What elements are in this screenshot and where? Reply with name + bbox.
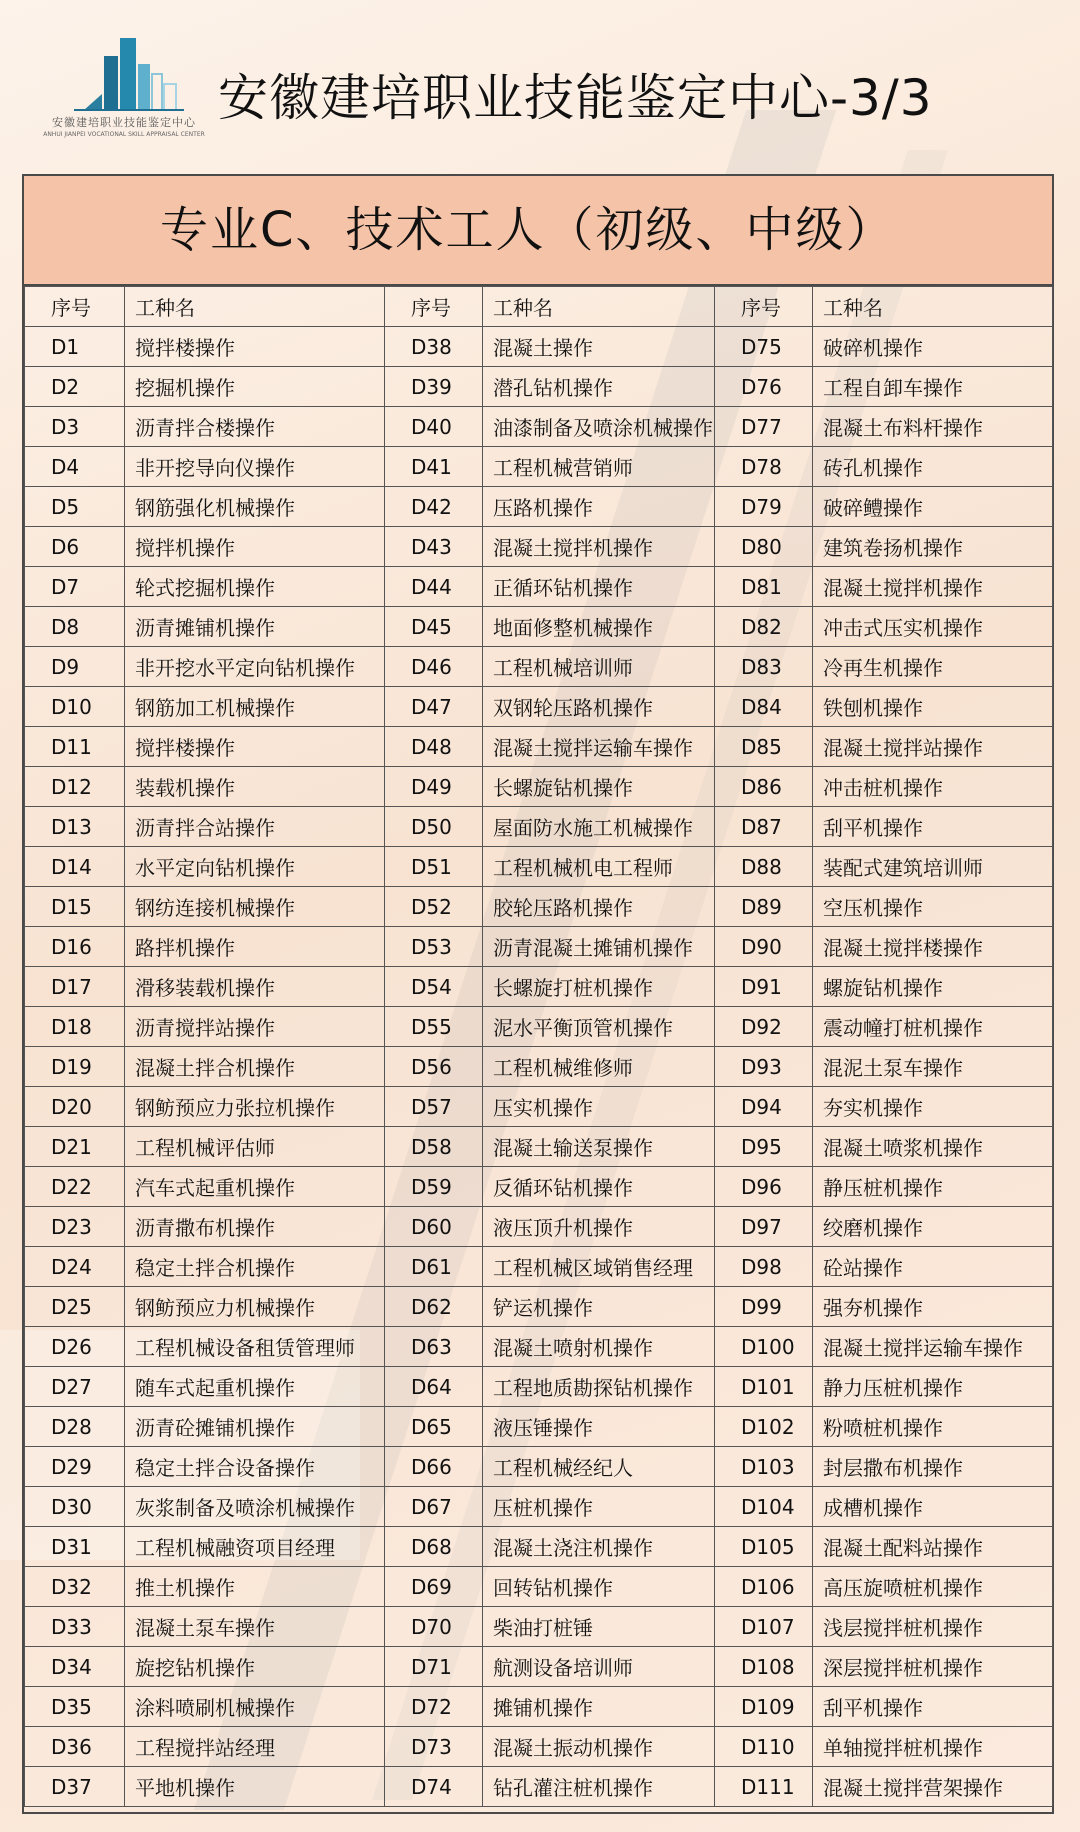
cell-code: D10 bbox=[25, 687, 125, 727]
cell-occupation: 潜孔钻机操作 bbox=[483, 367, 715, 407]
cell-occupation: 钢鲂预应力机械操作 bbox=[125, 1287, 385, 1327]
cell-occupation: 沥青拌合站操作 bbox=[125, 807, 385, 847]
cell-occupation: 沥青摊铺机操作 bbox=[125, 607, 385, 647]
cell-code: D76 bbox=[715, 367, 813, 407]
table-row bbox=[25, 1447, 1053, 1487]
cell-occupation: 正循环钻机操作 bbox=[483, 567, 715, 607]
cell-occupation: 混凝土配料站操作 bbox=[813, 1527, 1053, 1567]
cell-occupation: 柴油打桩锤 bbox=[483, 1607, 715, 1647]
cell-occupation: 工程机械融资项目经理 bbox=[125, 1527, 385, 1567]
table-row bbox=[25, 927, 1053, 967]
cell-code: D105 bbox=[715, 1527, 813, 1567]
cell-code: D30 bbox=[25, 1487, 125, 1527]
cell-occupation: 压桩机操作 bbox=[483, 1487, 715, 1527]
cell-occupation: 铁刨机操作 bbox=[813, 687, 1053, 727]
cell-code: D39 bbox=[385, 367, 483, 407]
cell-code: D27 bbox=[25, 1367, 125, 1407]
cell-code: D50 bbox=[385, 807, 483, 847]
cell-occupation: 压路机操作 bbox=[483, 487, 715, 527]
cell-code: D88 bbox=[715, 847, 813, 887]
cell-code: D63 bbox=[385, 1327, 483, 1367]
cell-code: D18 bbox=[25, 1007, 125, 1047]
column-header-name: 工种名 bbox=[483, 287, 715, 327]
table-row bbox=[25, 407, 1053, 447]
cell-code: D89 bbox=[715, 887, 813, 927]
cell-occupation: 混凝土布料杆操作 bbox=[813, 407, 1053, 447]
cell-code: D67 bbox=[385, 1487, 483, 1527]
cell-code: D106 bbox=[715, 1567, 813, 1607]
cell-code: D51 bbox=[385, 847, 483, 887]
cell-code: D99 bbox=[715, 1287, 813, 1327]
cell-code: D17 bbox=[25, 967, 125, 1007]
cell-occupation: 地面修整机械操作 bbox=[483, 607, 715, 647]
cell-code: D85 bbox=[715, 727, 813, 767]
cell-code: D60 bbox=[385, 1207, 483, 1247]
cell-occupation: 刮平机操作 bbox=[813, 807, 1053, 847]
cell-occupation: 混凝土拌合机操作 bbox=[125, 1047, 385, 1087]
page-title: 安徽建培职业技能鉴定中心-3/3 bbox=[218, 69, 933, 127]
cell-code: D45 bbox=[385, 607, 483, 647]
cell-code: D5 bbox=[25, 487, 125, 527]
cell-occupation: 非开挖导向仪操作 bbox=[125, 447, 385, 487]
cell-occupation: 粉喷桩机操作 bbox=[813, 1407, 1053, 1447]
cell-code: D15 bbox=[25, 887, 125, 927]
cell-code: D33 bbox=[25, 1607, 125, 1647]
table-row bbox=[25, 1127, 1053, 1167]
cell-code: D81 bbox=[715, 567, 813, 607]
table-row bbox=[25, 887, 1053, 927]
table-row bbox=[25, 447, 1053, 487]
cell-occupation: 铲运机操作 bbox=[483, 1287, 715, 1327]
cell-code: D94 bbox=[715, 1087, 813, 1127]
cell-occupation: 挖掘机操作 bbox=[125, 367, 385, 407]
cell-occupation: 绞磨机操作 bbox=[813, 1207, 1053, 1247]
cell-occupation: 沥青砼摊铺机操作 bbox=[125, 1407, 385, 1447]
cell-occupation: 工程搅拌站经理 bbox=[125, 1727, 385, 1767]
table-row bbox=[25, 1327, 1053, 1367]
page-header bbox=[0, 0, 1080, 160]
cell-code: D103 bbox=[715, 1447, 813, 1487]
cell-occupation: 破碎机操作 bbox=[813, 327, 1053, 367]
cell-occupation: 工程机械机电工程师 bbox=[483, 847, 715, 887]
cell-code: D9 bbox=[25, 647, 125, 687]
cell-code: D6 bbox=[25, 527, 125, 567]
cell-occupation: 水平定向钻机操作 bbox=[125, 847, 385, 887]
cell-code: D78 bbox=[715, 447, 813, 487]
table-row bbox=[25, 527, 1053, 567]
cell-occupation: 汽车式起重机操作 bbox=[125, 1167, 385, 1207]
table-row bbox=[25, 1687, 1053, 1727]
cell-code: D65 bbox=[385, 1407, 483, 1447]
cell-occupation: 混凝土搅拌楼操作 bbox=[813, 927, 1053, 967]
cell-occupation: 高压旋喷桩机操作 bbox=[813, 1567, 1053, 1607]
cell-code: D61 bbox=[385, 1247, 483, 1287]
cell-occupation: 泥水平衡顶管机操作 bbox=[483, 1007, 715, 1047]
cell-occupation: 沥青混凝土摊铺机操作 bbox=[483, 927, 715, 967]
cell-code: D44 bbox=[385, 567, 483, 607]
cell-code: D1 bbox=[25, 327, 125, 367]
cell-occupation: 钢鲂预应力张拉机操作 bbox=[125, 1087, 385, 1127]
cell-occupation: 摊铺机操作 bbox=[483, 1687, 715, 1727]
cell-occupation: 非开挖水平定向钻机操作 bbox=[125, 647, 385, 687]
table-row bbox=[25, 647, 1053, 687]
cell-occupation: 混凝土操作 bbox=[483, 327, 715, 367]
cell-code: D4 bbox=[25, 447, 125, 487]
cell-code: D100 bbox=[715, 1327, 813, 1367]
cell-code: D98 bbox=[715, 1247, 813, 1287]
table-row bbox=[25, 367, 1053, 407]
cell-occupation: 双钢轮压路机操作 bbox=[483, 687, 715, 727]
table-row bbox=[25, 1607, 1053, 1647]
cell-occupation: 长螺旋钻机操作 bbox=[483, 767, 715, 807]
cell-code: D86 bbox=[715, 767, 813, 807]
cell-occupation: 空压机操作 bbox=[813, 887, 1053, 927]
table-row bbox=[25, 1567, 1053, 1607]
cell-code: D90 bbox=[715, 927, 813, 967]
cell-code: D91 bbox=[715, 967, 813, 1007]
column-header-name: 工种名 bbox=[125, 287, 385, 327]
cell-occupation: 工程自卸车操作 bbox=[813, 367, 1053, 407]
cell-occupation: 静压桩机操作 bbox=[813, 1167, 1053, 1207]
cell-occupation: 工程机械维修师 bbox=[483, 1047, 715, 1087]
table-row bbox=[25, 1087, 1053, 1127]
cell-code: D68 bbox=[385, 1527, 483, 1567]
cell-code: D109 bbox=[715, 1687, 813, 1727]
cell-code: D110 bbox=[715, 1727, 813, 1767]
cell-code: D108 bbox=[715, 1647, 813, 1687]
cell-code: D46 bbox=[385, 647, 483, 687]
table-row bbox=[25, 1527, 1053, 1567]
cell-code: D96 bbox=[715, 1167, 813, 1207]
cell-occupation: 平地机操作 bbox=[125, 1767, 385, 1807]
cell-code: D93 bbox=[715, 1047, 813, 1087]
cell-occupation: 破碎鳢操作 bbox=[813, 487, 1053, 527]
cell-occupation: 稳定土拌合设备操作 bbox=[125, 1447, 385, 1487]
table-row bbox=[25, 1207, 1053, 1247]
cell-code: D31 bbox=[25, 1527, 125, 1567]
cell-occupation: 静力压桩机操作 bbox=[813, 1367, 1053, 1407]
column-header-code: 序号 bbox=[715, 287, 813, 327]
cell-occupation: 压实机操作 bbox=[483, 1087, 715, 1127]
cell-occupation: 工程机械区域销售经理 bbox=[483, 1247, 715, 1287]
cell-occupation: 混凝土浇注机操作 bbox=[483, 1527, 715, 1567]
cell-occupation: 成槽机操作 bbox=[813, 1487, 1053, 1527]
cell-code: D23 bbox=[25, 1207, 125, 1247]
table-row bbox=[25, 567, 1053, 607]
cell-occupation: 夯实机操作 bbox=[813, 1087, 1053, 1127]
cell-code: D92 bbox=[715, 1007, 813, 1047]
cell-occupation: 建筑卷扬机操作 bbox=[813, 527, 1053, 567]
cell-occupation: 涂料喷刷机械操作 bbox=[125, 1687, 385, 1727]
cell-code: D16 bbox=[25, 927, 125, 967]
cell-code: D77 bbox=[715, 407, 813, 447]
cell-occupation: 沥青拌合楼操作 bbox=[125, 407, 385, 447]
table-row bbox=[25, 607, 1053, 647]
cell-code: D73 bbox=[385, 1727, 483, 1767]
cell-occupation: 稳定土拌合机操作 bbox=[125, 1247, 385, 1287]
cell-code: D19 bbox=[25, 1047, 125, 1087]
cell-occupation: 封层撒布机操作 bbox=[813, 1447, 1053, 1487]
cell-code: D62 bbox=[385, 1287, 483, 1327]
table-row bbox=[25, 1487, 1053, 1527]
cell-occupation: 钢纺连接机械操作 bbox=[125, 887, 385, 927]
cell-occupation: 强夯机操作 bbox=[813, 1287, 1053, 1327]
cell-code: D101 bbox=[715, 1367, 813, 1407]
table-row bbox=[25, 767, 1053, 807]
table-row bbox=[25, 1247, 1053, 1287]
cell-occupation: 冲击桩机操作 bbox=[813, 767, 1053, 807]
cell-occupation: 砼站操作 bbox=[813, 1247, 1053, 1287]
table-row bbox=[25, 487, 1053, 527]
cell-occupation: 冲击式压实机操作 bbox=[813, 607, 1053, 647]
cell-code: D111 bbox=[715, 1767, 813, 1807]
cell-occupation: 搅拌楼操作 bbox=[125, 327, 385, 367]
cell-code: D72 bbox=[385, 1687, 483, 1727]
cell-code: D43 bbox=[385, 527, 483, 567]
cell-occupation: 装配式建筑培训师 bbox=[813, 847, 1053, 887]
cell-code: D64 bbox=[385, 1367, 483, 1407]
table-header-row bbox=[25, 287, 1053, 327]
cell-code: D70 bbox=[385, 1607, 483, 1647]
cell-occupation: 钢筋强化机械操作 bbox=[125, 487, 385, 527]
cell-occupation: 工程机械经纪人 bbox=[483, 1447, 715, 1487]
cell-occupation: 砖孔机操作 bbox=[813, 447, 1053, 487]
logo-chinese-text: 安徽建培职业技能鉴定中心 bbox=[52, 116, 196, 129]
cell-occupation: 工程地质勘探钻机操作 bbox=[483, 1367, 715, 1407]
cell-occupation: 混凝土搅拌站操作 bbox=[813, 727, 1053, 767]
building-logo-icon bbox=[74, 34, 184, 112]
cell-occupation: 长螺旋打桩机操作 bbox=[483, 967, 715, 1007]
cell-code: D11 bbox=[25, 727, 125, 767]
cell-occupation: 工程机械评估师 bbox=[125, 1127, 385, 1167]
cell-occupation: 工程机械培训师 bbox=[483, 647, 715, 687]
cell-code: D32 bbox=[25, 1567, 125, 1607]
table-row bbox=[25, 1007, 1053, 1047]
cell-code: D66 bbox=[385, 1447, 483, 1487]
cell-code: D57 bbox=[385, 1087, 483, 1127]
cell-occupation: 屋面防水施工机械操作 bbox=[483, 807, 715, 847]
cell-occupation: 航测设备培训师 bbox=[483, 1647, 715, 1687]
column-header-name: 工种名 bbox=[813, 287, 1053, 327]
cell-occupation: 混凝土输送泵操作 bbox=[483, 1127, 715, 1167]
cell-code: D74 bbox=[385, 1767, 483, 1807]
cell-occupation: 路拌机操作 bbox=[125, 927, 385, 967]
cell-code: D58 bbox=[385, 1127, 483, 1167]
cell-code: D84 bbox=[715, 687, 813, 727]
cell-code: D75 bbox=[715, 327, 813, 367]
table-row bbox=[25, 687, 1053, 727]
cell-code: D35 bbox=[25, 1687, 125, 1727]
cell-code: D54 bbox=[385, 967, 483, 1007]
cell-occupation: 单轴搅拌桩机操作 bbox=[813, 1727, 1053, 1767]
table-row bbox=[25, 1767, 1053, 1807]
cell-occupation: 钻孔灌注桩机操作 bbox=[483, 1767, 715, 1807]
cell-occupation: 滑移装载机操作 bbox=[125, 967, 385, 1007]
cell-occupation: 震动幢打桩机操作 bbox=[813, 1007, 1053, 1047]
cell-occupation: 胶轮压路机操作 bbox=[483, 887, 715, 927]
cell-occupation: 混凝土搅拌营架操作 bbox=[813, 1767, 1053, 1807]
cell-code: D42 bbox=[385, 487, 483, 527]
cell-code: D28 bbox=[25, 1407, 125, 1447]
cell-code: D79 bbox=[715, 487, 813, 527]
cell-occupation: 浅层搅拌桩机操作 bbox=[813, 1607, 1053, 1647]
cell-code: D3 bbox=[25, 407, 125, 447]
cell-occupation: 回转钻机操作 bbox=[483, 1567, 715, 1607]
cell-code: D37 bbox=[25, 1767, 125, 1807]
cell-code: D107 bbox=[715, 1607, 813, 1647]
column-header-code: 序号 bbox=[385, 287, 483, 327]
cell-occupation: 沥青搅拌站操作 bbox=[125, 1007, 385, 1047]
cell-occupation: 混凝土搅拌机操作 bbox=[813, 567, 1053, 607]
cell-code: D52 bbox=[385, 887, 483, 927]
cell-code: D7 bbox=[25, 567, 125, 607]
table-title: 专业C、技术工人（初级、中级） bbox=[24, 176, 1052, 286]
cell-code: D87 bbox=[715, 807, 813, 847]
cell-occupation: 深层搅拌桩机操作 bbox=[813, 1647, 1053, 1687]
cell-occupation: 混凝土搅拌机操作 bbox=[483, 527, 715, 567]
cell-code: D8 bbox=[25, 607, 125, 647]
cell-code: D24 bbox=[25, 1247, 125, 1287]
cell-occupation: 混凝土搅拌运输车操作 bbox=[813, 1327, 1053, 1367]
cell-code: D38 bbox=[385, 327, 483, 367]
cell-occupation: 混凝土喷射机操作 bbox=[483, 1327, 715, 1367]
cell-code: D25 bbox=[25, 1287, 125, 1327]
table-row bbox=[25, 1287, 1053, 1327]
table-row bbox=[25, 727, 1053, 767]
cell-occupation: 灰浆制备及喷涂机械操作 bbox=[125, 1487, 385, 1527]
cell-code: D48 bbox=[385, 727, 483, 767]
cell-code: D55 bbox=[385, 1007, 483, 1047]
cell-code: D69 bbox=[385, 1567, 483, 1607]
cell-code: D104 bbox=[715, 1487, 813, 1527]
table-row bbox=[25, 1647, 1053, 1687]
cell-occupation: 随车式起重机操作 bbox=[125, 1367, 385, 1407]
cell-code: D97 bbox=[715, 1207, 813, 1247]
table-row bbox=[25, 847, 1053, 887]
cell-code: D20 bbox=[25, 1087, 125, 1127]
occupation-table-panel bbox=[22, 174, 1054, 1814]
cell-code: D36 bbox=[25, 1727, 125, 1767]
table-row bbox=[25, 1047, 1053, 1087]
cell-occupation: 装载机操作 bbox=[125, 767, 385, 807]
cell-code: D83 bbox=[715, 647, 813, 687]
table-row bbox=[25, 1407, 1053, 1447]
cell-code: D2 bbox=[25, 367, 125, 407]
cell-occupation: 刮平机操作 bbox=[813, 1687, 1053, 1727]
cell-code: D12 bbox=[25, 767, 125, 807]
table-row bbox=[25, 1367, 1053, 1407]
occupation-table bbox=[24, 286, 1053, 1807]
cell-occupation: 沥青撒布机操作 bbox=[125, 1207, 385, 1247]
cell-code: D71 bbox=[385, 1647, 483, 1687]
cell-code: D41 bbox=[385, 447, 483, 487]
cell-occupation: 推土机操作 bbox=[125, 1567, 385, 1607]
cell-code: D14 bbox=[25, 847, 125, 887]
cell-code: D34 bbox=[25, 1647, 125, 1687]
cell-occupation: 混凝土喷浆机操作 bbox=[813, 1127, 1053, 1167]
cell-code: D49 bbox=[385, 767, 483, 807]
cell-occupation: 混凝土泵车操作 bbox=[125, 1607, 385, 1647]
center-logo bbox=[34, 34, 214, 146]
cell-occupation: 工程机械营销师 bbox=[483, 447, 715, 487]
cell-occupation: 反循环钻机操作 bbox=[483, 1167, 715, 1207]
table-row bbox=[25, 1727, 1053, 1767]
cell-code: D13 bbox=[25, 807, 125, 847]
cell-occupation: 液压顶升机操作 bbox=[483, 1207, 715, 1247]
cell-code: D26 bbox=[25, 1327, 125, 1367]
column-header-code: 序号 bbox=[25, 287, 125, 327]
cell-code: D102 bbox=[715, 1407, 813, 1447]
cell-code: D22 bbox=[25, 1167, 125, 1207]
cell-occupation: 液压锤操作 bbox=[483, 1407, 715, 1447]
table-row bbox=[25, 327, 1053, 367]
cell-code: D95 bbox=[715, 1127, 813, 1167]
cell-occupation: 工程机械设备租赁管理师 bbox=[125, 1327, 385, 1367]
cell-code: D80 bbox=[715, 527, 813, 567]
cell-code: D47 bbox=[385, 687, 483, 727]
cell-occupation: 轮式挖掘机操作 bbox=[125, 567, 385, 607]
cell-code: D82 bbox=[715, 607, 813, 647]
cell-occupation: 旋挖钻机操作 bbox=[125, 1647, 385, 1687]
cell-code: D56 bbox=[385, 1047, 483, 1087]
cell-occupation: 搅拌楼操作 bbox=[125, 727, 385, 767]
cell-code: D40 bbox=[385, 407, 483, 447]
cell-occupation: 混凝土搅拌运输车操作 bbox=[483, 727, 715, 767]
cell-code: D29 bbox=[25, 1447, 125, 1487]
cell-occupation: 混泥土泵车操作 bbox=[813, 1047, 1053, 1087]
cell-code: D59 bbox=[385, 1167, 483, 1207]
table-row bbox=[25, 807, 1053, 847]
logo-english-text: ANHUI JIANPEI VOCATIONAL SKILL APPRAISAL CENTER bbox=[43, 131, 205, 138]
cell-occupation: 油漆制备及喷涂机械操作 bbox=[483, 407, 715, 447]
cell-occupation: 混凝土振动机操作 bbox=[483, 1727, 715, 1767]
table-row bbox=[25, 1167, 1053, 1207]
cell-occupation: 冷再生机操作 bbox=[813, 647, 1053, 687]
cell-occupation: 搅拌机操作 bbox=[125, 527, 385, 567]
table-row bbox=[25, 967, 1053, 1007]
cell-occupation: 钢筋加工机械操作 bbox=[125, 687, 385, 727]
cell-code: D21 bbox=[25, 1127, 125, 1167]
cell-occupation: 螺旋钻机操作 bbox=[813, 967, 1053, 1007]
cell-code: D53 bbox=[385, 927, 483, 967]
